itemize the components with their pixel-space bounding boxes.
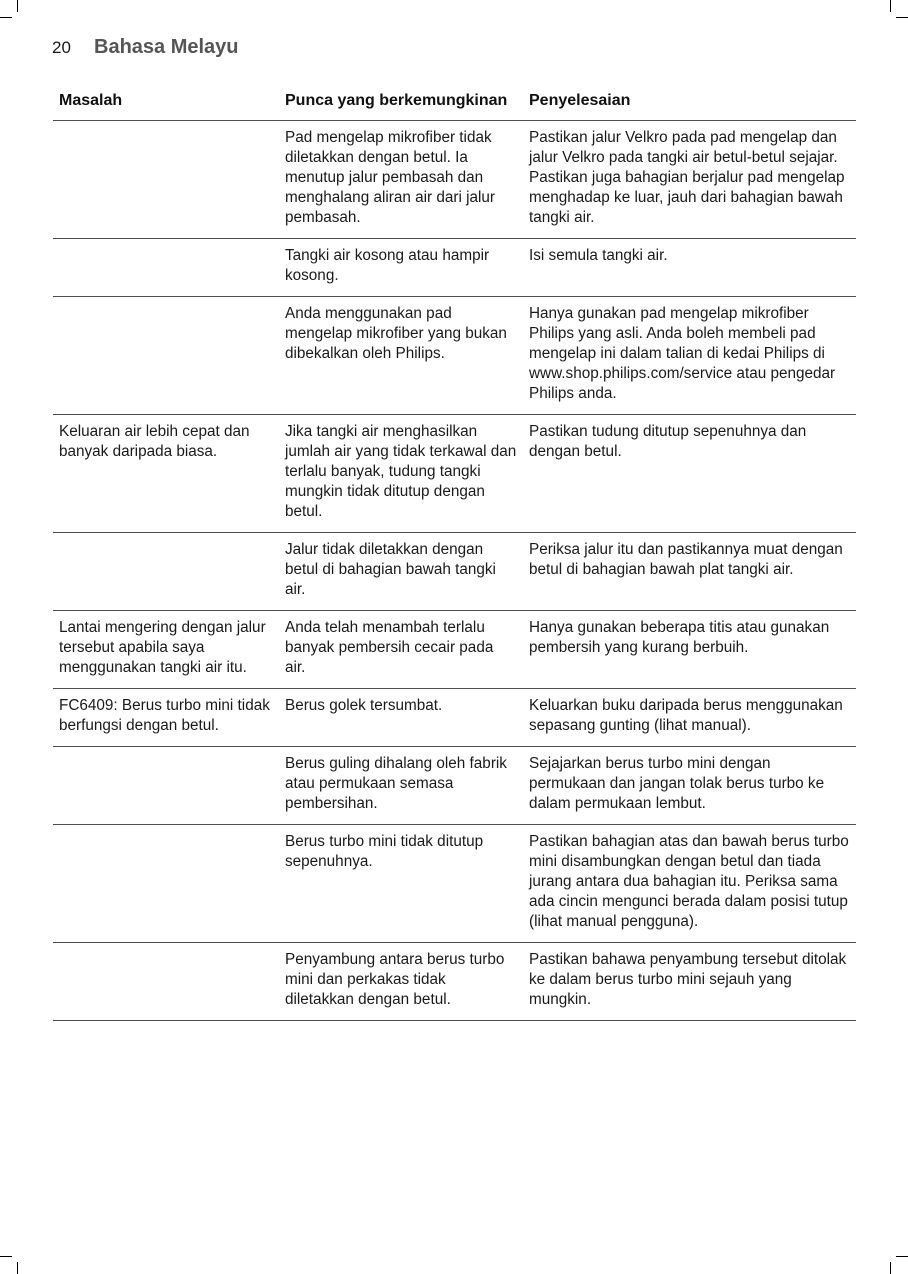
section-title: Bahasa Melayu [94,36,239,58]
table-row [53,533,856,611]
table-row [53,121,856,239]
crop-mark [0,17,12,18]
solution-cell: Sejajarkan berus turbo mini dengan permukaan dan jangan tolak berus turbo ke dalam permukaan lembut. [523,747,856,825]
table-header-row [53,88,856,121]
solution-cell: Pastikan bahagian atas dan bawah berus turbo mini disambungkan dengan betul dan tiada jurang antara dua bahagian itu. Periksa sama ada cincin mengunci berada dalam posisi tutup (lihat manual pengguna). [523,825,856,943]
solution-cell: Pastikan jalur Velkro pada pad mengelap dan jalur Velkro pada tangki air betul-betul sejajar. Pastikan juga bahagian berjalur pad mengelap menghadap ke luar, jauh dari bahagian bawah tangki air. [523,121,856,239]
cause-cell: Berus turbo mini tidak ditutup sepenuhnya. [279,825,523,943]
problem-cell: Lantai mengering dengan jalur tersebut apabila saya menggunakan tangki air itu. [53,611,279,689]
table-row [53,825,856,943]
cause-cell: Penyambung antara berus turbo mini dan perkakas tidak diletakkan dengan betul. [279,943,523,1021]
problem-cell [53,239,279,297]
crop-mark [890,0,891,12]
problem-cell: FC6409: Berus turbo mini tidak berfungsi dengan betul. [53,689,279,747]
problem-cell [53,533,279,611]
solution-cell: Keluarkan buku daripada berus menggunakan sepasang gunting (lihat manual). [523,689,856,747]
solution-cell: Hanya gunakan pad mengelap mikrofiber Philips yang asli. Anda boleh membeli pad mengelap ini dalam talian di kedai Philips di www.shop.philips.com/service atau pengedar Philips anda. [523,297,856,415]
crop-mark [0,1256,12,1257]
table-row [53,415,856,533]
cause-cell: Anda telah menambah terlalu banyak pembersih cecair pada air. [279,611,523,689]
table-row [53,297,856,415]
problem-cell [53,825,279,943]
problem-cell [53,747,279,825]
table-row [53,611,856,689]
problem-cell: Keluaran air lebih cepat dan banyak daripada biasa. [53,415,279,533]
solution-cell: Hanya gunakan beberapa titis atau gunakan pembersih yang kurang berbuih. [523,611,856,689]
crop-mark [890,1262,891,1274]
crop-mark [896,17,908,18]
page-number: 20 [52,38,71,57]
crop-mark [17,0,18,12]
solution-cell: Pastikan tudung ditutup sepenuhnya dan dengan betul. [523,415,856,533]
table-row [53,689,856,747]
column-header-problem: Masalah [53,88,279,121]
cause-cell: Berus golek tersumbat. [279,689,523,747]
cause-cell: Anda menggunakan pad mengelap mikrofiber yang bukan dibekalkan oleh Philips. [279,297,523,415]
solution-cell: Periksa jalur itu dan pastikannya muat dengan betul di bahagian bawah plat tangki air. [523,533,856,611]
column-header-solution: Penyelesaian [523,88,856,121]
table-row [53,239,856,297]
crop-mark [17,1262,18,1274]
cause-cell: Berus guling dihalang oleh fabrik atau permukaan semasa pembersihan. [279,747,523,825]
cause-cell: Jalur tidak diletakkan dengan betul di bahagian bawah tangki air. [279,533,523,611]
problem-cell [53,297,279,415]
problem-cell [53,943,279,1021]
table-row [53,943,856,1021]
cause-cell: Jika tangki air menghasilkan jumlah air yang tidak terkawal dan terlalu banyak, tudung tangki mungkin tidak ditutup dengan betul. [279,415,523,533]
cause-cell: Pad mengelap mikrofiber tidak diletakkan dengan betul. Ia menutup jalur pembasah dan menghalang aliran air dari jalur pembasah. [279,121,523,239]
troubleshooting-table [53,88,856,1021]
column-header-cause: Punca yang berkemungkinan [279,88,523,121]
cause-cell: Tangki air kosong atau hampir kosong. [279,239,523,297]
table-row [53,747,856,825]
crop-mark [896,1256,908,1257]
problem-cell [53,121,279,239]
page-header [52,36,239,59]
solution-cell: Isi semula tangki air. [523,239,856,297]
solution-cell: Pastikan bahawa penyambung tersebut ditolak ke dalam berus turbo mini sejauh yang mungkin. [523,943,856,1021]
